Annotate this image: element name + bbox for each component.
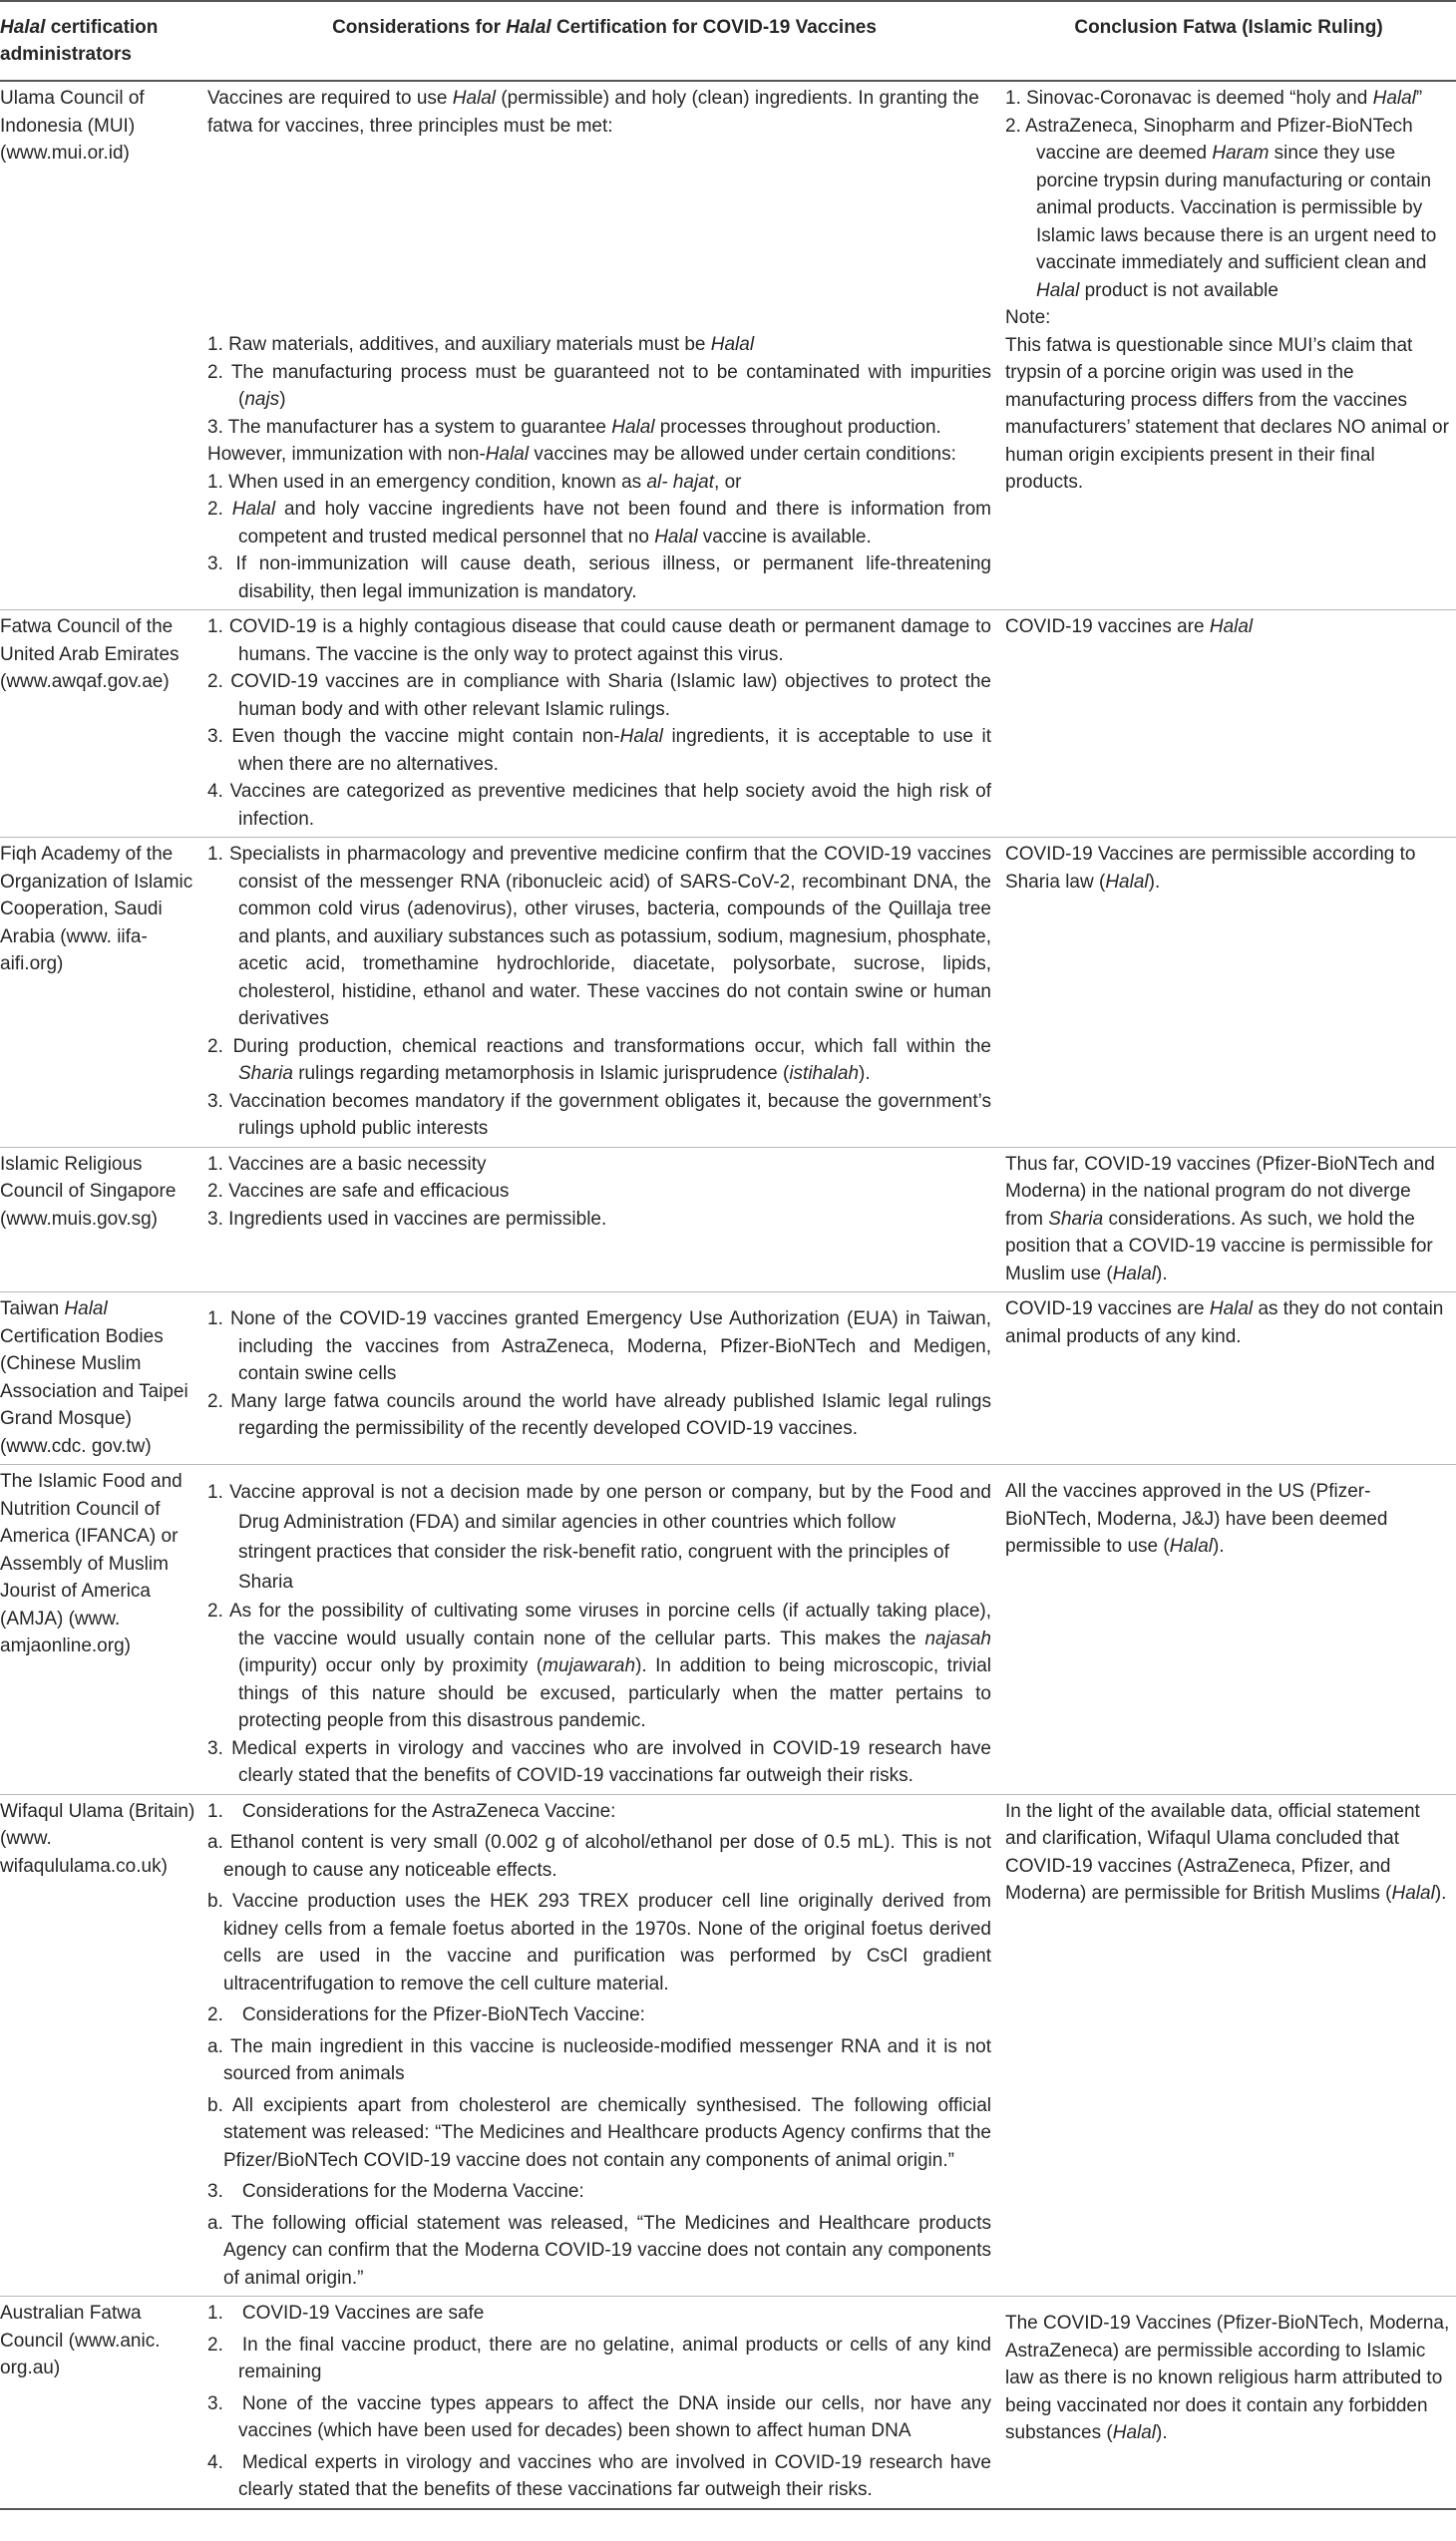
considerations-cell: 1. Vaccines are a basic necessity 2. Vaccines are safe and efficacious 3. Ingredients used in vaccines are permissible. — [207, 1153, 607, 1230]
conclusion-cell: COVID-19 vaccines are Halal — [1005, 616, 1254, 637]
conclusion-cell: All the vaccines approved in the US (Pfizer-BioNTech, Moderna, J&J) have been deemed permissible to use (Halal). — [1005, 1481, 1388, 1557]
table-row — [0, 838, 1456, 1148]
header-conclusion: Conclusion Fatwa (Islamic Ruling) — [1005, 1, 1456, 81]
conclusion-cell: COVID-19 Vaccines are permissible according to Sharia law (Halal). — [1005, 844, 1416, 893]
table-row — [0, 1465, 1456, 1795]
considerations-cell: 1. COVID-19 Vaccines are safe 2. In the final vaccine product, there are no gelatine, animal products or cells of any kind remaining 3. None of the vaccine types appears to affect the DNA inside our cells, nor have any vaccines (which have been used for decades) been shown to affect human DNA 4. Medical experts in virology and vaccines who are involved in COVID-19 research have clearly stated that the benefits of these vaccinations far outweigh their risks. — [207, 2303, 991, 2500]
table-row — [0, 1147, 1456, 1292]
administrator-cell: Wifaqul Ulama (Britain) (www. wifaqululama.co.uk) — [0, 1800, 195, 1877]
table-row — [0, 2297, 1456, 2509]
considerations-cell: 1. Specialists in pharmacology and preventive medicine confirm that the COVID-19 vaccines consist of the messenger RNA (ribonucleic acid) of SARS-CoV-2, recombinant DNA, the common cold virus (adenovirus), other viruses, bacteria, compounds of the Quillaja tree and plants, and auxiliary substances such as potassium, sodium, magnesium, phosphate, acetic acid, tromethamine hydrochloride, diacetate, polysorbate, sucrose, lipids, cholesterol, histidine, ethanol and water. These vaccines do not contain swine or human derivatives 2. During production, chemical reactions and transformations occur, which fall within the Sharia rulings regarding metamorphosis in Islamic jurisprudence (istihalah). 3. Vaccination becomes mandatory if the government obligates it, because the government’s rulings uphold public interests — [207, 844, 991, 1139]
header-administrators: Halal certification administrators — [0, 1, 207, 81]
blank-space — [207, 140, 991, 331]
table-header — [0, 1, 1456, 81]
considerations-cell: 1. Vaccine approval is not a decision made by one person or company, but by the Food and Drug Administration (FDA) and similar agencies in other countries which follow stringent practices that consider the risk-benefit ratio, congruent with the principles of Sharia 2. As for the possibility of cultivating some viruses in porcine cells (if actually taking place), the vaccine would usually contain none of the cellular parts. This makes the najasah (impurity) occur only by proximity (mujawarah). In addition to being microscopic, trivial things of this nature should be excused, particularly when the matter pertains to protecting people from this disastrous pandemic. 3. Medical experts in virology and vaccines who are involved in COVID-19 research have clearly stated that the benefits of COVID-19 vaccinations far outweigh their risks. — [207, 1482, 991, 1786]
table-row — [0, 1292, 1456, 1465]
considerations-cell: 1. COVID-19 is a highly contagious disease that could cause death or permanent damage to humans. The vaccine is the only way to protect against this virus. 2. COVID-19 vaccines are in compliance with Sharia (Islamic law) objectives to protect the human body and with other relevant Islamic rulings. 3. Even though the vaccine might contain non-Halal ingredients, it is acceptable to use it when there are no alternatives. 4. Vaccines are categorized as preventive medicines that help society avoid the high risk of infection. — [207, 616, 991, 830]
conclusion-cell: COVID-19 vaccines are Halal as they do not contain animal products of any kind. — [1005, 1298, 1444, 1347]
header-considerations: Considerations for Halal Certification for COVID-19 Vaccines — [207, 1, 1005, 81]
conclusion-cell: Thus far, COVID-19 vaccines (Pfizer-BioNTech and Moderna) in the national program do not diverge from Sharia considerations. As such, we hold the position that a COVID-19 vaccine is permissible for Muslim use (Halal). — [1005, 1153, 1435, 1284]
conclusion-cell: The COVID-19 Vaccines (Pfizer-BioNTech, Moderna, AstraZeneca) are permissible according to Islamic law as there is no known religious harm attributed to being vaccinated nor does it contain any forbidden substances (Halal). — [1005, 2313, 1450, 2443]
conclusion-cell: In the light of the available data, official statement and clarification, Wifaqul Ulama concluded that COVID-19 vaccines (AstraZeneca, Pfizer, and Moderna) are permissible for British Muslims (Halal). — [1005, 1800, 1447, 1904]
administrator-cell: Fiqh Academy of the Organization of Islamic Cooperation, Saudi Arabia (www. iifa-aifi.org) — [0, 844, 193, 974]
administrator-cell: Fatwa Council of the United Arab Emirates (www.awqaf.gov.ae) — [0, 616, 180, 692]
administrator-cell: The Islamic Food and Nutrition Council of America (IFANCA) or Assembly of Muslim Jourist of America (AMJA) (www. amjaonline.org) — [0, 1471, 182, 1656]
table-row — [0, 610, 1456, 838]
conclusion-cell: 1. Sinovac-Coronavac is deemed “holy and Halal” 2. AstraZeneca, Sinopharm and Pfizer-BioNTech vaccine are deemed Haram since they use porcine trypsin during manufacturing or contain animal products. Vaccination is permissible by Islamic laws because there is an urgent need to vaccinate immediately and sufficient clean and Halal product is not available Note: This fatwa is questionable since MUI’s claim that trypsin of a porcine origin was used in the manufacturing process differs from the vaccines manufacturers’ statement that declares NO animal or human origin excipients present in their final products. — [1005, 88, 1449, 493]
considerations-cell: 1. None of the COVID-19 vaccines granted Emergency Use Authorization (EUA) in Taiwan, including the vaccines from AstraZeneca, Moderna, Pfizer-BioNTech and Medigen, contain swine cells 2. Many large fatwa councils around the world have already published Islamic legal rulings regarding the permissibility of the recently developed COVID-19 vaccines. — [207, 1308, 991, 1439]
administrator-cell: Islamic Religious Council of Singapore (www.muis.gov.sg) — [0, 1153, 177, 1230]
administrator-cell: Ulama Council of Indonesia (MUI) (www.mui.or.id) — [0, 88, 145, 164]
table-row — [0, 1794, 1456, 2297]
administrator-cell: Australian Fatwa Council (www.anic. org.au) — [0, 2303, 161, 2378]
considerations-cell: 1. Considerations for the AstraZeneca Vaccine: a. Ethanol content is very small (0.002 g of alcohol/ethanol per dose of 0.5 mL). This is not enough to cause any noticeable effects. b. Vaccine production uses the HEK 293 TREX producer cell line originally derived from kidney cells from a female foetus aborted in the 1970s. None of the original foetus derived cells are used in the vaccine and purification was performed by CsCl gradient ultracentrifugation to remove the cell culture material. 2. Considerations for the Pfizer-BioNTech Vaccine: a. The main ingredient in this vaccine is nucleoside-modified messenger RNA and it is not sourced from animals b. All excipients apart from cholesterol are chemically synthesised. The following official statement was released: “The Medicines and Healthcare products Agency confirms that the Pfizer/BioNTech COVID-19 vaccine does not contain any components of animal origin.” 3. Considerations for the Moderna Vaccine: a. The following official statement was released, “The Medicines and Healthcare products Agency can confirm that the Moderna COVID-19 vaccine does not contain any components of animal origin.” — [207, 1800, 991, 2289]
table-row — [0, 81, 1456, 610]
considerations-cell: Vaccines are required to use Halal (permissible) and holy (clean) ingredients. In granting the fatwa for vaccines, three principles must be met: 1. Raw materials, additives, and auxiliary materials must be Halal 2. The manufacturing process must be guaranteed not to be contaminated with impurities (najs) 3. The manufacturer has a system to guarantee Halal processes throughout production. However, immunization with non-Halal vaccines may be allowed under certain conditions: 1. When used in an emergency condition, known as al- hajat, or 2. Halal and holy vaccine ingredients have not been found and there is information from competent and trusted medical personnel that no Halal vaccine is available. 3. If non-immunization will cause death, serious illness, or permanent life-threatening disability, then legal immunization is mandatory. — [207, 88, 992, 602]
administrator-cell: Taiwan Halal Certification Bodies (Chinese Muslim Association and Taipei Grand Mosque) (www.cdc. gov.tw) — [0, 1298, 188, 1457]
